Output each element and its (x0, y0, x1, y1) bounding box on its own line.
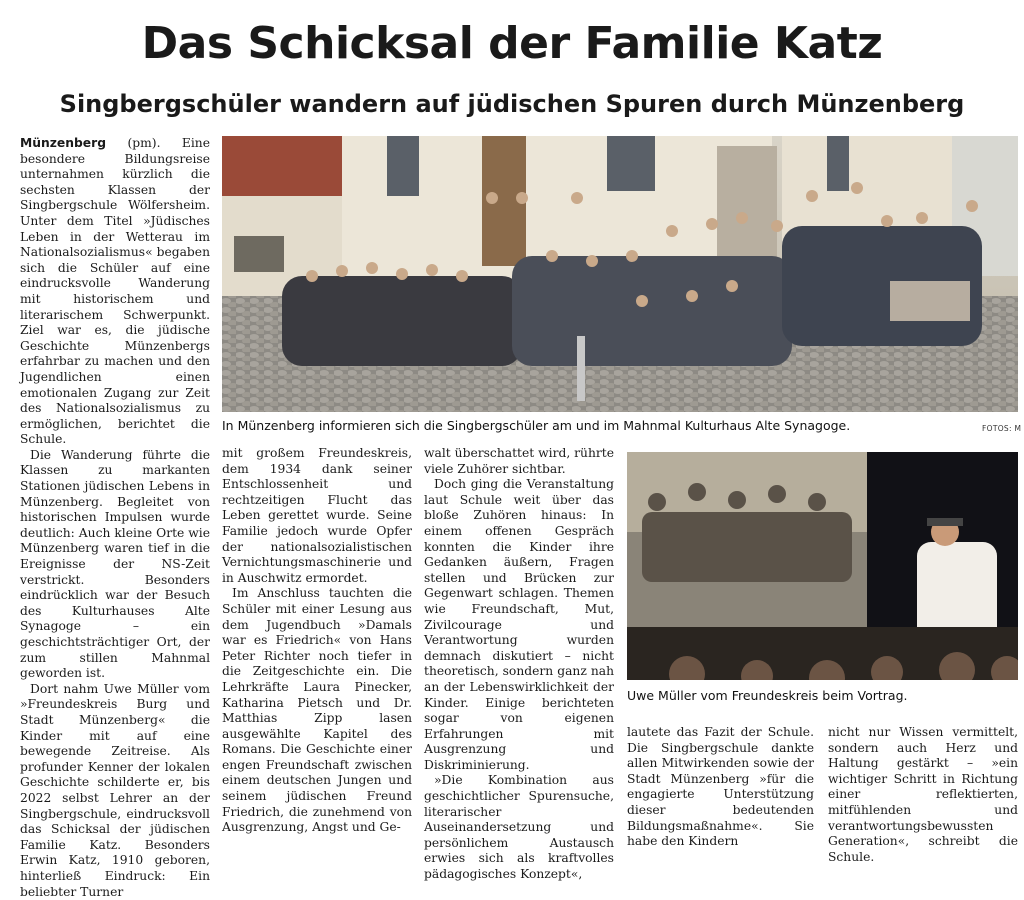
paragraph: Doch ging die Veranstaltung laut Schule weit über das bloße Zuhören hinaus: In einem offenen Gespräch konnten die Kinder ihre Gedanken äußern, Fragen stellen und Brücken zur Gegenwart schlagen. Themen wie Freundschaft, Mut, Zivilcourage und Verantwortung wurden demnach diskutiert – nicht theoretisch, sondern ganz nah an der Lebenswirklichkeit der Kinder. Einige berichteten sogar von eigenen Erfahrungen mit Ausgrenzung und Diskriminierung. (424, 477, 614, 772)
text-column-3 (424, 446, 614, 883)
group-photo-caption: In Münzenberg informieren sich die Singbergschüler am und im Mahnmal Kulturhaus Alte Synagoge. (222, 418, 851, 433)
headline: Das Schicksal der Familie Katz (141, 18, 883, 69)
paragraph: »Die Kombination aus geschichtlicher Spurensuche, literarischer Auseinandersetzung und persönlichem Austausch erwies sich als kraftvolles pädagogisches Konzept«, (424, 773, 614, 882)
paragraph: Im Anschluss tauchten die Schüler mit einer Lesung aus dem Jugendbuch »Damals war es Friedrich« von Hans Peter Richter noch tiefer in die Zeitgeschichte ein. Die Lehrkräfte Laura Pinecker, Katharina Pietsch und Dr. Matthias Zipp lasen ausgewählte Kapitel des Romans. Die Geschichte einer engen Freundschaft zwischen einem deutschen Jungen und seinem jüdischen Freund Friedrich, die zunehmend von Ausgrenzung, Angst und Ge- (222, 586, 412, 835)
text-column-5 (828, 725, 1018, 865)
paragraph-text: (pm). Eine besondere Bildungsreise unternahmen kürzlich die sechsten Klassen der Singbergschule Wölfersheim. Unter dem Titel »Jüdisches Leben in der Wetterau im Nationalsozialismus« begaben sich die Schüler auf eine eindrucksvolle Wanderung mit historischem und literarischem Schwerpunkt. Ziel war es, die jüdische Geschichte Münzenbergs erfahrbar zu machen und den Jugendlichen einen emotionalen Zugang zur Zeit des Nationalsozialismus zu ermöglichen, berichtet die Schule. (20, 136, 210, 447)
photo-credit: FOTOS: M (982, 424, 1022, 433)
subheadline: Singbergschüler wandern auf jüdischen Spuren durch Münzenberg (59, 90, 965, 118)
paragraph: nicht nur Wissen vermittelt, sondern auch Herz und Haltung gestärkt – »ein wichtiger Schritt in Richtung einer reflektierten, mitfühlenden und verantwortungsbewussten Generation«, schreibt die Schule. (828, 725, 1018, 864)
speaker-photo-image (627, 452, 1018, 680)
text-column-4 (627, 725, 814, 850)
group-photo (222, 136, 1018, 412)
dateline: Münzenberg (20, 136, 107, 150)
speaker-photo (627, 452, 1018, 680)
group-photo-image (222, 136, 1018, 412)
paragraph: mit großem Freundeskreis, dem 1934 dank seiner Entschlossenheit und rechtzeitigen Flucht das Leben gerettet wurde. Seine Familie jedoch wurde Opfer der nationalsozialistischen Vernichtungsmaschinerie und in Auschwitz ermordet. (222, 446, 412, 585)
text-column-1 (20, 136, 210, 900)
text-column-2 (222, 446, 412, 836)
paragraph: Dort nahm Uwe Müller vom »Freundeskreis Burg und Stadt Münzenberg« die Kinder mit auf eine bewegende Zeitreise. Als profunder Kenner der lokalen Geschichte schilderte er, bis 2022 selbst Lehrer an der Singbergschule, eindrucksvoll das Schicksal der jüdischen Familie Katz. Besonders Erwin Katz, 1910 geboren, hinterließ Eindruck: Ein beliebter Turner (20, 681, 210, 899)
paragraph (20, 136, 210, 448)
paragraph: Die Wanderung führte die Klassen zu markanten Stationen jüdischen Lebens in Münzenberg. Begleitet von historischen Impulsen wurde deutlich: Auch kleine Orte wie Münzenberg waren tief in die Ereignisse der NS-Zeit verstrickt. Besonders eindrücklich war der Besuch des Kulturhauses Alte Synagoge – ein geschichtsträchtiger Ort, der zum stillen Mahnmal geworden ist. (20, 447, 210, 681)
paragraph: lautete das Fazit der Schule. Die Singbergschule dankte allen Mitwirkenden sowie der Stadt Münzenberg »für die engagierte Unterstützung dieser bedeutenden Bildungsmaßnahme«. Sie habe den Kindern (627, 725, 814, 849)
paragraph: walt überschattet wird, rührte viele Zuhörer sichtbar. (424, 446, 614, 476)
speaker-photo-caption: Uwe Müller vom Freundeskreis beim Vortrag. (627, 688, 908, 703)
